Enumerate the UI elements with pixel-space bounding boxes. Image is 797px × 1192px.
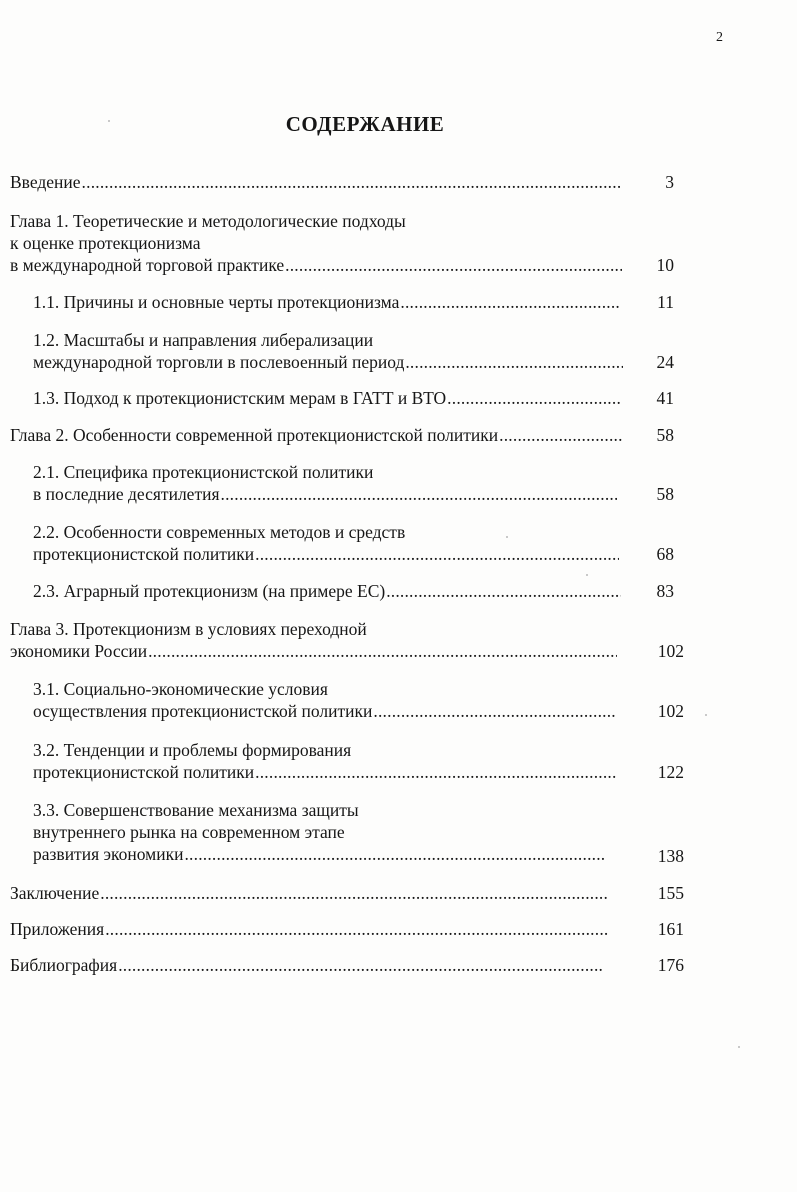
toc-page-number: 24 [656, 352, 674, 372]
toc-entry-text: 2.3. Аграрный протекционизм (на примере ЕС) [33, 581, 386, 601]
dot-leader [255, 761, 617, 783]
toc-page-number: 3 [665, 172, 674, 192]
toc-page-number: 138 [657, 846, 684, 866]
toc-page-number: 83 [656, 581, 674, 601]
toc-entry-text: внутреннего рынка на современном этапе [33, 822, 345, 842]
toc-entry-chapter-1 [10, 210, 622, 276]
scan-speck [705, 714, 707, 716]
toc-entry-text: Глава 3. Протекционизм в условиях переходной [10, 619, 367, 639]
toc-entry-section-2-3 [33, 580, 621, 602]
dot-leader [400, 291, 621, 313]
dot-leader [386, 580, 621, 602]
toc-page-number: 161 [657, 919, 684, 939]
dot-leader [100, 882, 609, 904]
toc-page-number: 10 [656, 255, 674, 275]
toc-page-number: 122 [657, 762, 684, 782]
dot-leader [255, 543, 619, 565]
toc-page-number: 58 [656, 425, 674, 445]
dot-leader [148, 640, 617, 662]
toc-entry-section-3-2 [33, 739, 617, 783]
toc-entry-conclusion [10, 882, 609, 904]
toc-entry-text: в международной торговой практике [10, 255, 285, 275]
dot-leader [221, 483, 617, 505]
toc-entry-text: 2.1. Специфика протекционистской политики [33, 462, 374, 482]
toc-entry-text: Глава 2. Особенности современной протекционистской политики [10, 425, 499, 445]
toc-entry-bibliography [10, 954, 604, 976]
toc-entry-text: 3.2. Тенденции и проблемы формирования [33, 740, 352, 760]
toc-entry-section-3-3 [33, 799, 606, 865]
toc-entry-text: Заключение [10, 883, 100, 903]
scan-speck [108, 120, 110, 122]
toc-entry-text: 2.2. Особенности современных методов и средств [33, 522, 406, 542]
toc-entry-section-1-2 [33, 329, 623, 373]
toc-entry-appendices [10, 918, 609, 940]
dot-leader [373, 700, 617, 722]
toc-page-number: 41 [656, 388, 674, 408]
toc-entry-text: международной торговли в послевоенный период [33, 352, 405, 372]
toc-entry-section-2-2 [33, 521, 619, 565]
toc-page-number: 68 [656, 544, 674, 564]
toc-entry-text: развития экономики [33, 844, 184, 864]
dot-leader [447, 387, 621, 409]
toc-page-number: 176 [657, 955, 684, 975]
toc-entry-chapter-3 [10, 618, 617, 662]
dot-leader [82, 171, 620, 193]
scan-speck [586, 574, 588, 576]
toc-page-number: 155 [657, 883, 684, 903]
toc-entry-text: 3.1. Социально-экономические условия [33, 679, 328, 699]
toc-entry-text: Введение [10, 172, 81, 192]
toc-entry-text: протекционистской политики [33, 762, 255, 782]
toc-entry-text: экономики России [10, 641, 148, 661]
dot-leader [285, 254, 622, 276]
toc-entry-text: 1.1. Причины и основные черты протекционизма [33, 292, 400, 312]
toc-entry-text: осуществления протекционистской политики [33, 701, 373, 721]
toc-page-number: 102 [657, 701, 684, 721]
toc-entry-text: 1.2. Масштабы и направления либерализации [33, 330, 374, 350]
toc-entry-text: к оценке протекционизма [10, 233, 201, 253]
toc-entry-section-1-1 [33, 291, 621, 313]
page-number: 2 [716, 30, 723, 45]
page-title: СОДЕРЖАНИЕ [285, 112, 445, 136]
scan-speck [738, 1046, 740, 1048]
toc-entry-text: 3.3. Совершенствование механизма защиты [33, 800, 359, 820]
toc-entry-section-2-1 [33, 461, 617, 505]
toc-entry-text: в последние десятилетия [33, 484, 220, 504]
toc-entry-section-3-1 [33, 678, 617, 722]
toc-page-number: 102 [657, 641, 684, 661]
dot-leader [499, 424, 622, 446]
dot-leader [184, 843, 606, 865]
toc-entry-section-1-3 [33, 387, 621, 409]
toc-entry-text: протекционистской политики [33, 544, 255, 564]
toc-entry-text: Приложения [10, 919, 105, 939]
toc-page-number: 58 [656, 484, 674, 504]
toc-entry-introduction [10, 171, 620, 193]
toc-page-number: 11 [657, 292, 674, 312]
toc-entry-text: Глава 1. Теоретические и методологические подходы [10, 211, 406, 231]
dot-leader [405, 351, 623, 373]
toc-entry-chapter-2 [10, 424, 622, 446]
toc-entry-text: 1.3. Подход к протекционистским мерам в ГАТТ и ВТО [33, 388, 447, 408]
dot-leader [105, 918, 609, 940]
scan-speck [506, 536, 508, 538]
dot-leader [118, 954, 604, 976]
toc-entry-text: Библиография [10, 955, 118, 975]
